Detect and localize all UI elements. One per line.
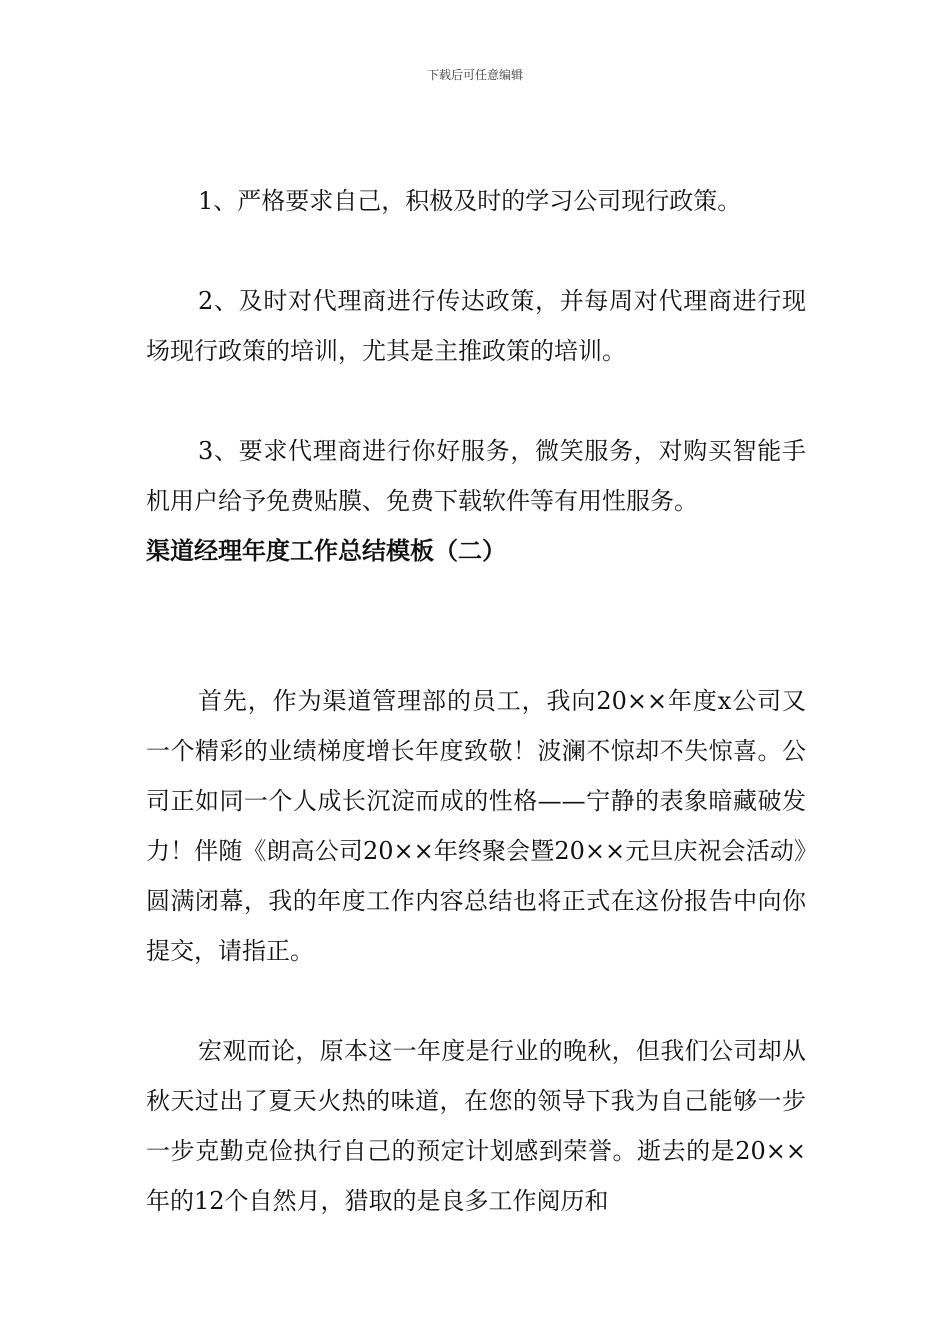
paragraph-item-3: 3、要求代理商进行你好服务，微笑服务，对购买智能手机用户给予免费贴膜、免费下载软件等有用性服务。 <box>146 437 806 515</box>
body-paragraph-2: 宏观而论，原本这一年度是行业的晚秋，但我们公司却从秋天过出了夏天火热的味道，在您的领导下我为自己能够一步一步克勤克俭执行自己的预定计划感到荣誉。逝去的是20××年的12个自然月，猎取的是良多工作阅历和 <box>146 1037 806 1215</box>
page-header-note: 下载后可任意编辑 <box>426 68 523 82</box>
paragraph-item-1: 1、严格要求自己，积极及时的学习公司现行政策。 <box>198 187 742 215</box>
paragraph-item-2: 2、及时对代理商进行传达政策，并每周对代理商进行现场现行政策的培训，尤其是主推政策的培训。 <box>146 287 806 365</box>
body-paragraph-1: 首先，作为渠道管理部的员工，我向20××年度x公司又一个精彩的业绩梯度增长年度致敬！波澜不惊却不失惊喜。公司正如同一个人成长沉淀而成的性格——宁静的表象暗藏破发力！伴随《朗高公司20××年终聚会暨20××元旦庆祝会活动》圆满闭幕，我的年度工作内容总结也将正式在这份报告中向你提交，请指正。 <box>146 687 806 965</box>
section-title: 渠道经理年度工作总结模板（二） <box>146 536 506 565</box>
